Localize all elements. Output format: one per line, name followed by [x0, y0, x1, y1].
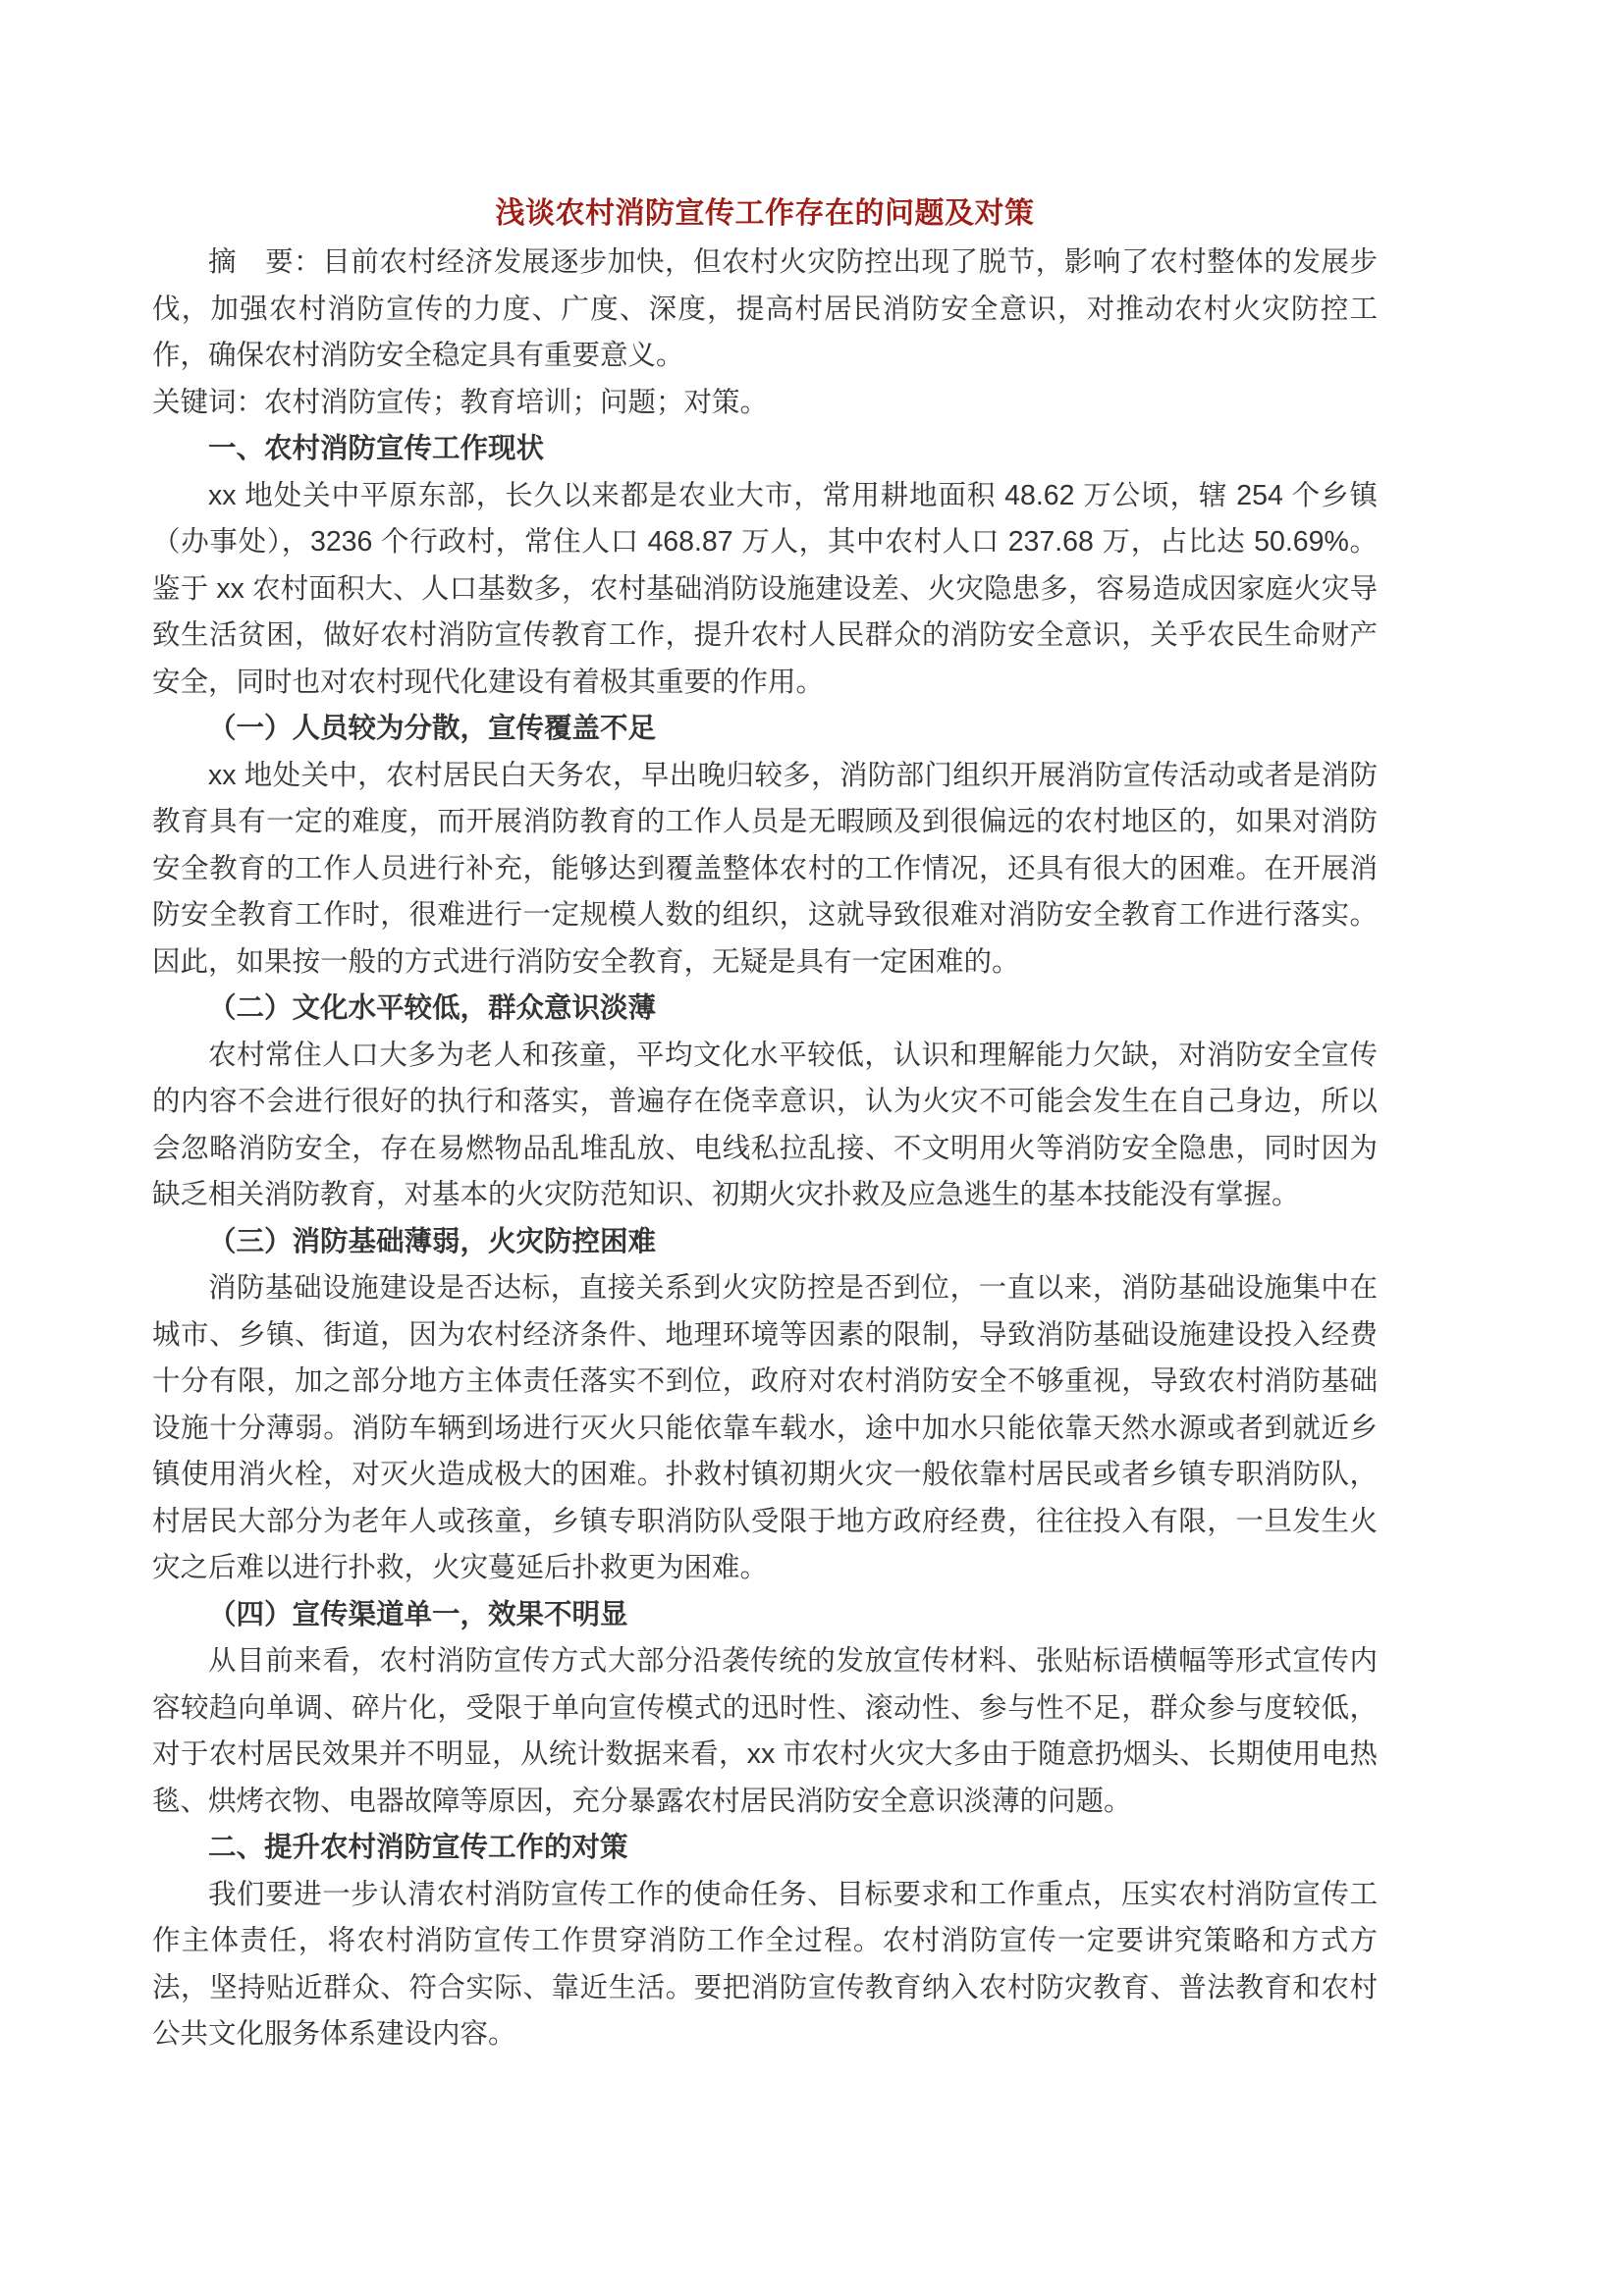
section-1-paragraph-1: xx 地处关中平原东部，长久以来都是农业大市，常用耕地面积 48.62 万公顷，辖 254 个乡镇（办事处），3236 个行政村，常住人口 468.87 万人，其中农村人口 237.68 万，占比达 50.69%。鉴于 xx 农村面积大、人口基数多，农村基础消防设施建设差、火灾隐患多，容易造成因家庭火灾导致生活贫困，做好农村消防宣传教育工作，提升农村人民群众的消防安全意识，关乎农民生命财产安全，同时也对农村现代化建设有着极其重要的作用。 [152, 479, 1378, 698]
subsection-1-1-paragraph-1: xx 地处关中，农村居民白天务农，早出晚归较多，消防部门组织开展消防宣传活动或者是消防教育具有一定的难度，而开展消防教育的工作人员是无暇顾及到很偏远的农村地区的，如果对消防安全教育的工作人员进行补充，能够达到覆盖整体农村的工作情况，还具有很大的困难。在开展消防安全教育工作时，很难进行一定规模人数的组织，这就导致很难对消防安全教育工作进行落实。因此，如果按一般的方式进行消防安全教育，无疑是具有一定困难的。 [152, 759, 1378, 978]
subsection-1-3-paragraph-1: 消防基础设施建设是否达标，直接关系到火灾防控是否到位，一直以来，消防基础设施集中在城市、乡镇、街道，因为农村经济条件、地理环境等因素的限制，导致消防基础设施建设投入经费十分有限，加之部分地方主体责任落实不到位，政府对农村消防安全不够重视，导致农村消防基础设施十分薄弱。消防车辆到场进行灭火只能依靠车载水，途中加水只能依靠天然水源或者到就近乡镇使用消火栓，对灭火造成极大的困难。扑救村镇初期火灾一般依靠村居民或者乡镇专职消防队，村居民大部分为老年人或孩童，乡镇专职消防队受限于地方政府经费，往往投入有限，一旦发生火灾之后难以进行扑救，火灾蔓延后扑救更为困难。 [152, 1272, 1378, 1583]
subsection-heading-1-1: （一）人员较为分散，宣传覆盖不足 [208, 713, 657, 744]
section-2-paragraph-1: 我们要进一步认清农村消防宣传工作的使命任务、目标要求和工作重点，压实农村消防宣传工作主体责任，将农村消防宣传工作贯穿消防工作全过程。农村消防宣传一定要讲究策略和方式方法，坚持贴近群众、符合实际、靠近生活。要把消防宣传教育纳入农村防灾教育、普法教育和农村公共文化服务体系建设内容。 [152, 1878, 1378, 2050]
section-heading-1: 一、农村消防宣传工作现状 [208, 433, 545, 464]
page-title: 浅谈农村消防宣传工作存在的问题及对策 [495, 197, 1035, 230]
document-content [152, 192, 1378, 2058]
subsection-heading-1-3: （三）消防基础薄弱，火灾防控困难 [208, 1225, 657, 1257]
subsection-1-4-paragraph-1: 从目前来看，农村消防宣传方式大部分沿袭传统的发放宣传材料、张贴标语横幅等形式宣传内容较趋向单调、碎片化，受限于单向宣传模式的迅时性、滚动性、参与性不足，群众参与度较低，对于农村居民效果并不明显，从统计数据来看，xx 市农村火灾大多由于随意扔烟头、长期使用电热毯、烘烤衣物、电器故障等原因，充分暴露农村居民消防安全意识淡薄的问题。 [152, 1645, 1378, 1817]
subsection-heading-1-2: （二）文化水平较低，群众意识淡薄 [208, 992, 657, 1024]
subsection-heading-1-4: （四）宣传渠道单一，效果不明显 [208, 1598, 628, 1630]
keywords-paragraph: 关键词：农村消防宣传；教育培训；问题；对策。 [152, 386, 769, 418]
subsection-1-2-paragraph-1: 农村常住人口大多为老人和孩童，平均文化水平较低，认识和理解能力欠缺，对消防安全宣传的内容不会进行很好的执行和落实，普遍存在侥幸意识，认为火灾不可能会发生在自己身边，所以会忽略消防安全，存在易燃物品乱堆乱放、电线私拉乱接、不文明用火等消防安全隐患，同时因为缺乏相关消防教育，对基本的火灾防范知识、初期火灾扑救及应急逃生的基本技能没有掌握。 [152, 1039, 1378, 1210]
section-heading-2: 二、提升农村消防宣传工作的对策 [208, 1832, 628, 1863]
abstract-paragraph: 摘 要：目前农村经济发展逐步加快，但农村火灾防控出现了脱节，影响了农村整体的发展步伐，加强农村消防宣传的力度、广度、深度，提高村居民消防安全意识，对推动农村火灾防控工作，确保农村消防安全稳定具有重要意义。 [152, 246, 1378, 371]
